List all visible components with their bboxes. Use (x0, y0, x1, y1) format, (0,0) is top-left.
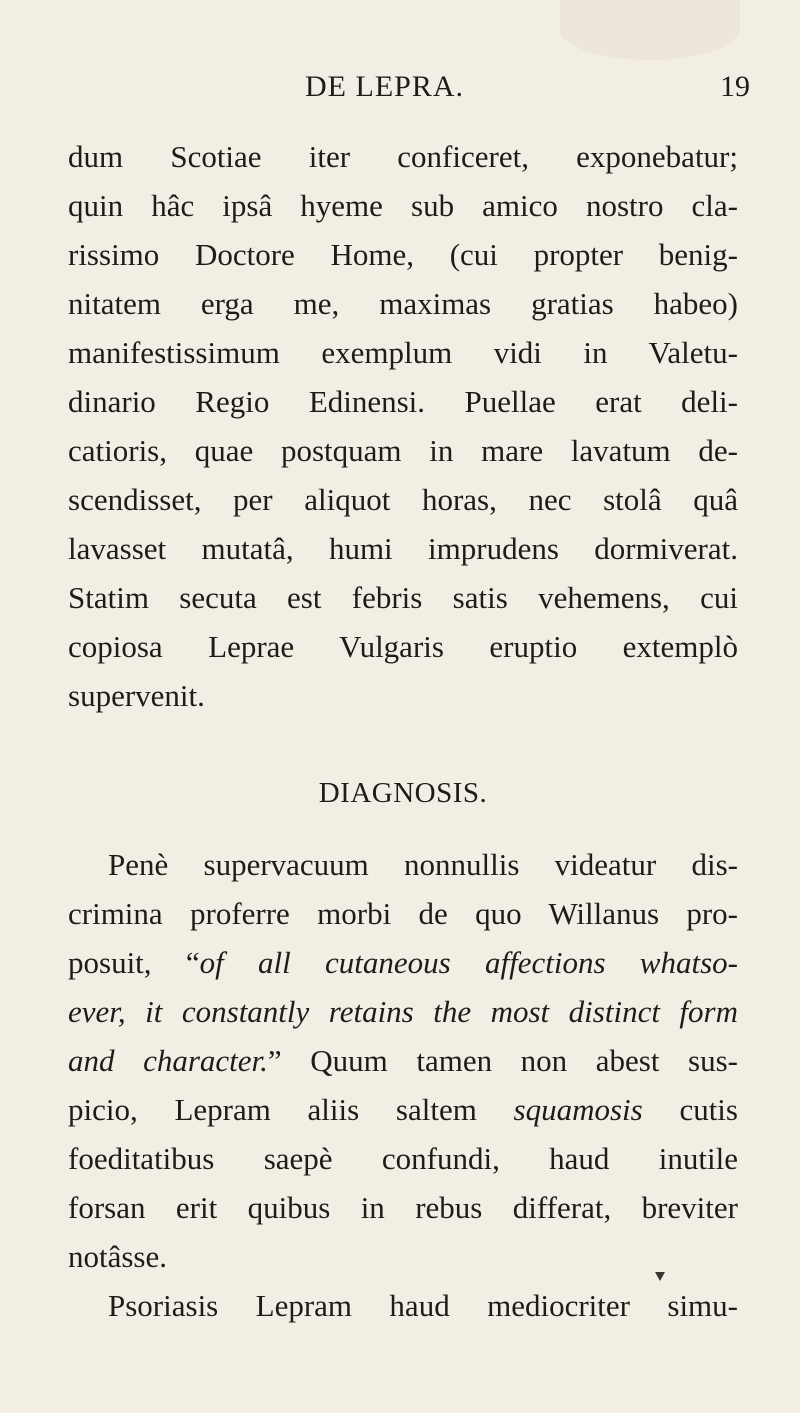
text-italic: of all cutaneous affections whatso- (199, 945, 738, 980)
text-roman: posuit, “ (68, 945, 200, 980)
text-line: nitatem erga me, maximas gratias habeo) (68, 286, 738, 321)
text-line: dinario Regio Edinensi. Puellae erat deli- (68, 384, 738, 419)
text-roman: cutis (679, 1092, 738, 1127)
text-line: scendisset, per aliquot horas, nec stolâ quâ (68, 482, 738, 517)
text-line: notâsse. (68, 1239, 168, 1274)
text-line: Psoriasis Lepram haud mediocriter simu- (108, 1288, 738, 1323)
spacer (68, 720, 738, 769)
text-line (68, 1036, 738, 1085)
text-line: Statim secuta est febris satis vehemens, cui (68, 580, 738, 615)
text-line: supervenit. (68, 678, 205, 713)
text-line (68, 938, 738, 987)
text-line: rissimo Doctore Home, (cui propter benig- (68, 237, 738, 272)
text-line: crimina proferre morbi de quo Willanus pro- (68, 896, 738, 931)
body-text (68, 132, 738, 1330)
page-number: 19 (720, 70, 750, 103)
page-stain (560, 0, 740, 60)
text-line: copiosa Leprae Vulgaris eruptio extemplò (68, 629, 738, 664)
section-heading: DIAGNOSIS. (318, 777, 488, 809)
text-line: forsan erit quibus in rebus differat, breviter (68, 1190, 738, 1225)
text-line (68, 1085, 738, 1134)
text-roman: picio, Lepram aliis saltem (68, 1092, 477, 1127)
text-line: manifestissimum exemplum vidi in Valetu- (68, 335, 738, 370)
running-title: DE LEPRA. (305, 70, 464, 103)
text-line: dum Scotiae iter conficeret, exponebatur; (68, 139, 738, 174)
text-italic: and character. (68, 1043, 268, 1078)
text-line: quin hâc ipsâ hyeme sub amico nostro cla- (68, 188, 738, 223)
text-line: Penè supervacuum nonnullis videatur dis- (108, 847, 738, 882)
spacer (68, 818, 738, 840)
text-line: catioris, quae postquam in mare lavatum de- (68, 433, 738, 468)
running-head (0, 70, 800, 110)
text-line: lavasset mutatâ, humi imprudens dormiverat. (68, 531, 738, 566)
text-roman: ” Quum tamen non abest sus- (267, 1043, 738, 1078)
text-line-italic: ever, it constantly retains the most distinct form (68, 994, 738, 1029)
printer-mark-icon (655, 1272, 665, 1281)
text-italic: squamosis (513, 1092, 643, 1127)
text-line: foeditatibus saepè confundi, haud inutile (68, 1141, 738, 1176)
